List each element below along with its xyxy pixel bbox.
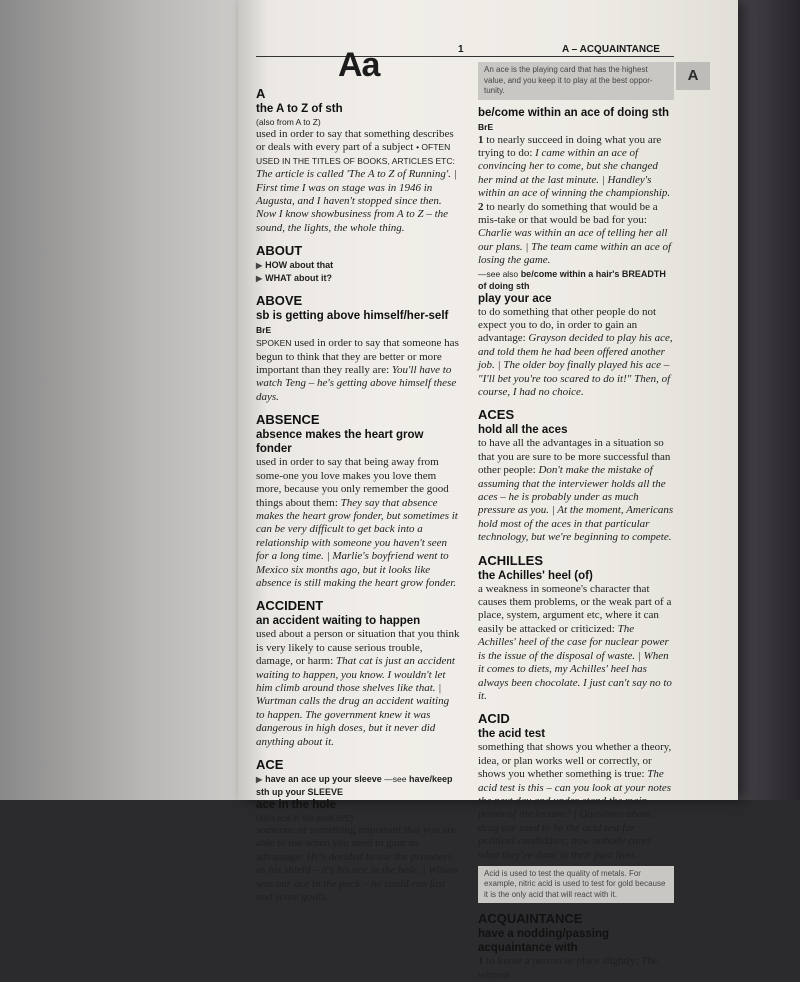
cross-ref-target: have/keep sth up your SLEEVE (256, 774, 453, 797)
entry-head-acquaintance: ACQUAINTANCE (478, 911, 583, 927)
example: The Achilles' heel of the case for nuclear power is the issue of the disposal of waste. | When it comes to diets, my Achilles' heel has always been chocolate. I just can't say no to it. (478, 622, 672, 702)
entry-head-a: A (256, 86, 266, 101)
example: Don't make the mistake of assuming that the interviewer holds all the aces – he is probably under as much pressure as you. | At the moment, Americans hold most of the aces in that particular technology, but we're beginning to compete. (478, 464, 674, 544)
definition: used in order to say that being away from some-one you love makes you love them more, because you only remember the good things about them: (256, 456, 449, 509)
entry-head-above: ABOVE (256, 293, 303, 309)
idiom-a-to-z: the A to Z of sth (256, 103, 343, 115)
cross-ref: HOW about that (265, 260, 334, 271)
idiom-hold-all-the-aces: hold all the aces (478, 424, 568, 437)
idiom-play-your-ace: play your ace (478, 292, 552, 305)
book-edge (738, 0, 800, 800)
right-column (478, 62, 674, 982)
register: SPOKEN (256, 338, 292, 349)
definition: to have all the advantages in a situation so that you are sure to be more successful than other people: (478, 437, 671, 477)
header-rule (256, 56, 674, 57)
running-head: A – ACQUAINTANCE (562, 44, 660, 55)
entry-head-ace: ACE (256, 757, 284, 772)
idiom-accident: an accident waiting to happen (256, 615, 421, 628)
example: They say that absence makes the heart grow fonder, but sometimes it can be very difficult to get back into a relationship with someone you haven't seen for a long time. | Marlie's boyfriend went to Mexico six months ago, but it looks like absence is still making the heart grow fonder. (256, 496, 458, 589)
example: Charlie was within an ace of telling her all our plans. | The team came within an ace of losing the game. (478, 227, 672, 267)
entry-head-achilles: ACHILLES (478, 552, 543, 568)
definition: to do something that other people do not expect you to do, in order to gain an advantage: (478, 305, 657, 345)
definition: used about a person or situation that you think is very likely to cause serious trouble, damage, or harm: (256, 628, 460, 668)
idiom-above: sb is getting above himself/her-self (256, 310, 449, 323)
definition: used in order to say that something describes or deals with every part of a subject (256, 128, 454, 154)
definition: to nearly do something that would be a mis-take or that would be bad for you: (478, 200, 658, 226)
page-number: 1 (458, 44, 464, 55)
definition: to nearly succeed in doing what you are trying to do: (478, 133, 662, 159)
see-label: —see (384, 774, 407, 784)
example: He's decided to use the prisoners as his shield – it's his ace in the hole. | Wilson was our ace in the pack – he could run fast and score goals. (256, 850, 459, 904)
note-box-acid: Acid is used to test the quality of metals. For example, nitric acid is used to test for gold because it is the only acid that will react with it. (478, 866, 674, 904)
cross-ref: WHAT about it? (265, 273, 332, 284)
entry-head-aces: ACES (478, 407, 515, 423)
definition: someone or something important that you are able to use when you need to gain an advantage: (256, 824, 456, 863)
entry-head-acid: ACID (478, 711, 510, 727)
definition: something that shows you whether a theory, idea, or plan works well or correctly, or shows you whether something is true: (478, 741, 672, 781)
example: The acid test is this – can you look at your notes the next day and under-stand the main points of the lecture? | Questions about drug use used to be the acid test for political candidates; now nobody cares what they've done in their past lives. (478, 768, 672, 861)
cross-ref-target: be/come within a hair's BREADTH of doing sth (478, 268, 666, 291)
see-label: —see also (478, 268, 519, 279)
idiom-nodding-acquaintance: have a nodding/passing acquaintance with (478, 928, 609, 955)
sense-number: 1 (478, 955, 484, 968)
left-column: A the A to Z of sth (also from A to Z) used in order to say that something describes or deals with every part of a subject • OFTEN USED IN THE TITLES OF BOOKS, ARTICLES ETC: The article is called 'The A to Z of Running'. | First time I was on stage was in 1946 in Augusta, and I haven't stopped since then. Now I know showbusiness from A to Z – the sound, the lights, the whole thing. ABOUT ▶ HOW about that ▶ WHAT about it? ABOVE sb is getting above himself/her-self BrE SPOKEN used in order to say that someone has begun to think that they are better or more important than they really are: You'll have to watch Teng – he's getting above himself these days. ABSENCE absence makes the heart grow fonder used in order to say that being away from some-one you love makes you love them more, because you only remember the good things about them: They say that absence makes the heart grow fonder, but sometimes it can be very difficult to get back into a relationship with someone you haven't seen for a long time. | Marlie's boyfriend went to Mexico six months ago, but it looks like absence is still making the heart grow fonder. ACCIDENT an accident waiting to happen used about a person or situation that you think is very likely to cause serious trouble, damage, or harm: That cat is just an accident waiting to happen, you know. I wouldn't let him climb around those shelves like that. | Wurtman calls the drug an accident waiting to happen. The government knew it was dangerous in high doses, but it never did anything about it. ACE ▶ have an ace up your sleeve —see have/keep sth up your SLEEVE ace in the hole (also ace in the pack BrE) someone or something important that you are able to use when you need to gain an advantage: He's decided to use the prisoners as his shield – it's his ace in the hole. | Wilson was our ace in the pack – he could run fast and score goals. (256, 86, 460, 904)
entry-head-about: ABOUT (256, 243, 303, 259)
usage-note: • OFTEN USED IN THE TITLES OF BOOKS, ARTICLES ETC: (256, 142, 455, 166)
idiom-ace-in-the-hole: ace in the hole (256, 799, 336, 811)
definition: used in order to say that someone has begun to think that they are better or more important than they really are: (256, 337, 459, 377)
thumb-tab: A (676, 62, 710, 90)
entry-head-accident: ACCIDENT (256, 598, 324, 614)
example: Grayson decided to play his ace, and told them he had been offered another job. | The older boy finally played his ace – "I'll bet you're too scared to do it!" Then, of course, I had no choice. (478, 332, 673, 398)
register: BrE (478, 121, 494, 132)
example: The witness (478, 955, 658, 981)
idiom-achilles-heel: the Achilles' heel (of) (478, 569, 593, 582)
cross-ref: have an ace up your sleeve (265, 774, 382, 784)
sense-number: 1 (478, 133, 484, 146)
idiom-within-an-ace: be/come within an ace of doing sth (478, 106, 670, 119)
example: The article is called 'The A to Z of Running'. | First time I was on stage was in 1946 in Augusta, and I haven't stopped since then. Now I know showbusiness from A to Z – the sound, the lights, the whole thing. (256, 168, 457, 234)
idiom-absence: absence makes the heart grow fonder (256, 429, 424, 456)
register: BrE (256, 325, 272, 336)
note-box-ace: An ace is the playing card that has the highest value, and you keep it to play at the best oppor-tunity. (478, 62, 674, 100)
idiom-acid-test: the acid test (478, 728, 546, 741)
sense-number: 2 (478, 200, 484, 213)
definition: to know a person or place slightly: (486, 955, 639, 968)
entry-head-absence: ABSENCE (256, 412, 320, 428)
example: You'll have to watch Teng – he's getting above himself these days. (256, 364, 457, 403)
also-a-to-z: (also from A to Z) (256, 117, 321, 127)
example: That cat is just an accident waiting to happen, you know. I wouldn't let him climb around those shelves like that. | Wurtman calls the drug an accident waiting to happen. The government knew it was dangerous in high doses, but it never did anything about it. (256, 655, 455, 748)
section-letter: Aa (338, 46, 380, 84)
facing-page (0, 0, 246, 800)
definition: a weakness in someone's character that causes them problems, or the weak part of a place, system, argument etc, where it can easily be attacked or criticized: (478, 582, 672, 635)
also-ace-in-pack: (also ace in the pack BrE) (256, 813, 354, 823)
example: I came within an ace of convincing her to come, but she changed her mind at the last minute. | Handley's within an ace of winning the championship. (478, 146, 671, 200)
